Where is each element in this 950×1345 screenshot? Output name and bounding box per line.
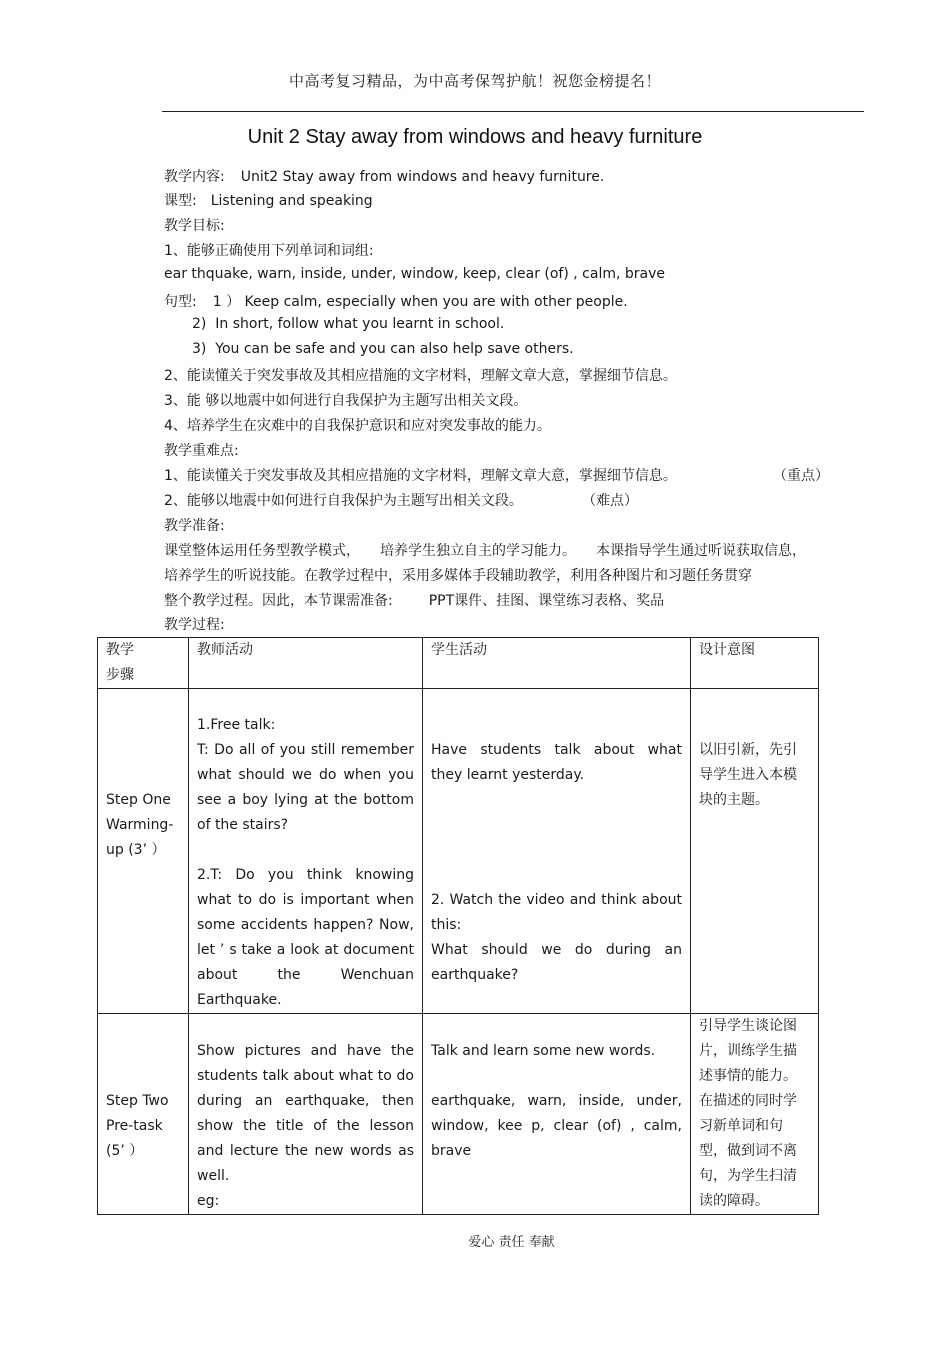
sentence-line-1 xyxy=(164,291,628,311)
header-divider xyxy=(162,111,864,112)
row2-teacher: Show pictures and have the students talk about what to do during an earthquake, then show the title of the lesson and lecture the new words as well. eg: xyxy=(189,1014,423,1215)
header-intent: 设计意图 xyxy=(691,638,819,689)
table-row xyxy=(98,689,819,1014)
type-value: Listening and speaking xyxy=(210,193,373,209)
row1-teacher: 1.Free talk: T: Do all of you still remember what should we do when you see a boy lying at the bottom of the stairs? 2.T: Do you think knowing what to do is important when some accidents happen? Now, let ’ s take a look at document about the Wenchuan Earthquake. xyxy=(189,689,423,1014)
key-2: 2、能够以地震中如何进行自我保护为主题写出相关文段。 xyxy=(164,493,523,509)
row2-step: Step Two Pre-task (5’ ） xyxy=(98,1014,189,1215)
process-label: 教学过程: xyxy=(164,617,225,633)
prep-line-1 xyxy=(164,540,806,560)
prep-line-3a: 整个教学过程。因此，本节课需准备: xyxy=(164,593,393,609)
row2-intent: 引导学生谈论图片，训练学生描述事情的能力。在描述的同时学习新单词和句型，做到词不离句，为学生扫清读的障碍。 xyxy=(691,1014,819,1215)
vocab-line: ear thquake, warn, inside, under, window, keep, clear (of) , calm, brave xyxy=(164,266,665,282)
key-2-tag: （难点） xyxy=(582,493,638,509)
lesson-plan-table xyxy=(97,637,819,1215)
key-1-tag: （重点） xyxy=(773,468,829,484)
goals-label: 教学目标: xyxy=(164,218,225,234)
sentence-label: 句型: xyxy=(164,294,197,310)
key-1: 1、能读懂关于突发事故及其相应措施的文字材料，理解文章大意，掌握细节信息。 xyxy=(164,468,677,484)
prep-label: 教学准备: xyxy=(164,518,225,534)
type-label: 课型: xyxy=(164,193,197,209)
type-line xyxy=(164,190,373,210)
prep-line-1b: 培养学生独立自主的学习能力。 xyxy=(380,543,576,559)
sentence-2: 2) In short, follow what you learnt in school. xyxy=(192,316,505,332)
sentence-3: 3) You can be safe and you can also help save others. xyxy=(192,341,574,357)
document-title: Unit 2 Stay away from windows and heavy furniture xyxy=(247,126,703,148)
goal-2: 2、能读懂关于突发事故及其相应措施的文字材料，理解文章大意，掌握细节信息。 xyxy=(164,368,677,384)
prep-line-1c: 本课指导学生通过听说获取信息， xyxy=(596,543,806,559)
header-slogan: 中高考复习精品，为中高考保驾护航！祝您金榜提名！ xyxy=(288,72,661,90)
table-header-row xyxy=(98,638,819,689)
sentence-1: 1 ） Keep calm, especially when you are with other people. xyxy=(212,294,628,310)
header-student: 学生活动 xyxy=(423,638,691,689)
table-row xyxy=(98,1014,819,1215)
content-value: Unit2 Stay away from windows and heavy furniture. xyxy=(240,169,605,185)
header-step: 教学 步骤 xyxy=(98,638,189,689)
footer-motto: 爱心 责任 奉献 xyxy=(468,1235,555,1250)
prep-line-3b: PPT课件、挂图、课堂练习表格、奖品 xyxy=(428,593,665,609)
row1-intent: 以旧引新，先引导学生进入本模块的主题。 xyxy=(691,689,819,1014)
content-line xyxy=(164,166,604,186)
prep-line-2: 培养学生的听说技能。在教学过程中，采用多媒体手段辅助教学，利用各种图片和习题任务贯穿 xyxy=(164,568,752,584)
goal-4: 4、培养学生在灾难中的自我保护意识和应对突发事故的能力。 xyxy=(164,418,551,434)
content-label: 教学内容: xyxy=(164,169,225,185)
row1-step: Step One Warming- up (3’ ） xyxy=(98,689,189,1014)
row2-student: Talk and learn some new words. earthquake, warn, inside, under, window, kee p, clear (of) , calm, brave xyxy=(423,1014,691,1215)
header-teacher: 教师活动 xyxy=(189,638,423,689)
key-label: 教学重难点: xyxy=(164,443,239,459)
row1-student: Have students talk about what they learnt yesterday. 2. Watch the video and think about this: What should we do during an earthquake? xyxy=(423,689,691,1014)
goal-1: 1、能够正确使用下列单词和词组: xyxy=(164,243,374,259)
prep-line-3 xyxy=(164,590,664,610)
goal-3: 3、能 够以地震中如何进行自我保护为主题写出相关文段。 xyxy=(164,393,528,409)
prep-line-1a: 课堂整体运用任务型教学模式， xyxy=(164,543,360,559)
